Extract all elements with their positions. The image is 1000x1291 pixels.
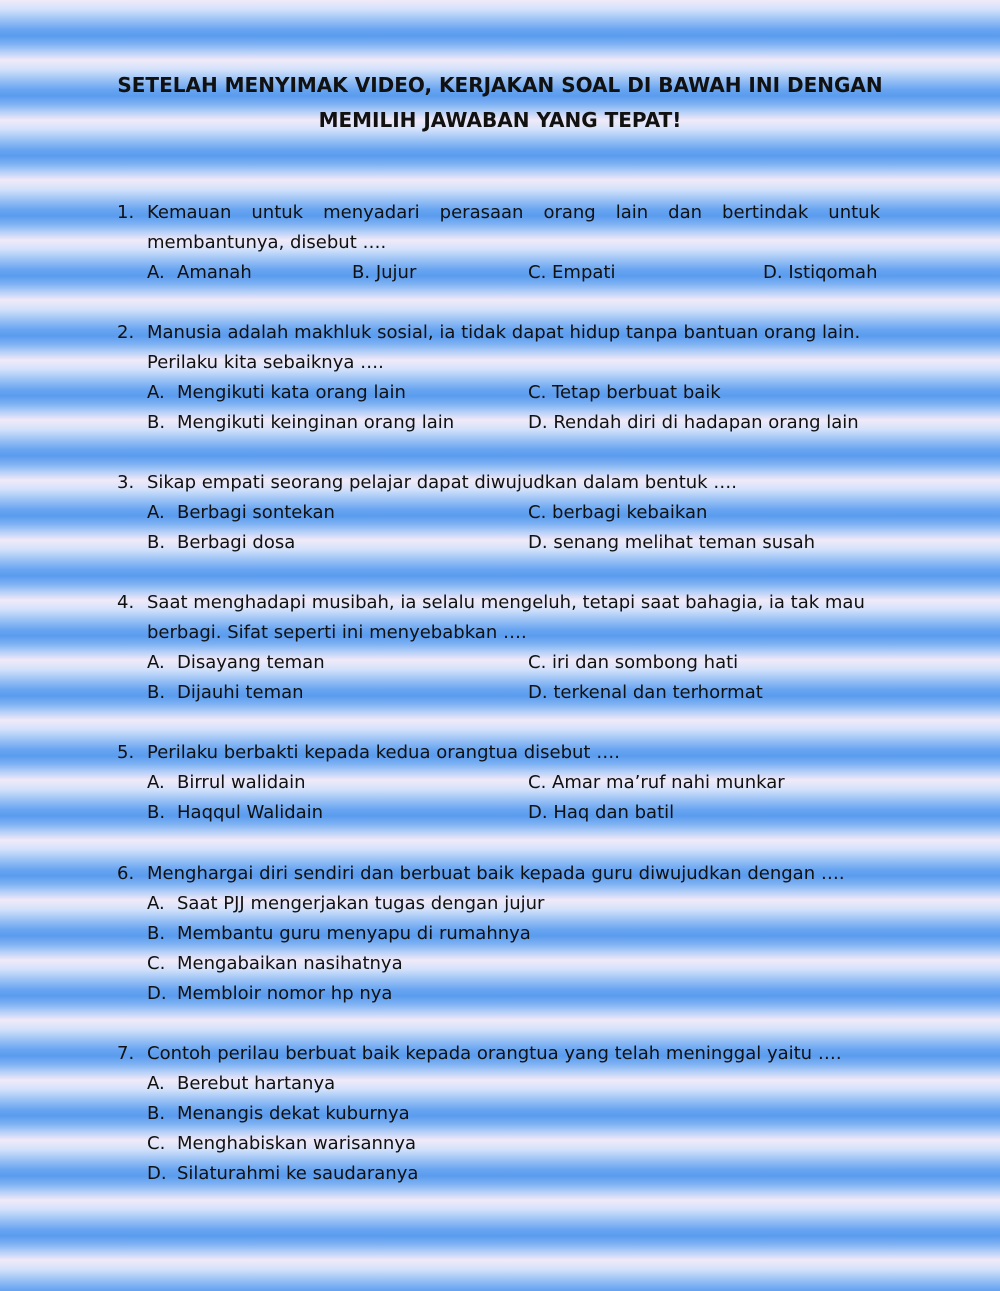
option-letter: D. (528, 532, 548, 553)
question-text (147, 738, 880, 768)
option-b[interactable] (147, 1099, 880, 1129)
options-list (117, 889, 880, 1009)
question-text (147, 198, 880, 258)
option-c[interactable] (147, 949, 880, 979)
option-a[interactable] (147, 768, 306, 798)
option-text: Berebut hartanya (177, 1073, 336, 1094)
option-d[interactable] (763, 258, 877, 288)
option-text: Istiqomah (788, 262, 878, 283)
option-letter: B. (147, 923, 166, 944)
option-b[interactable] (147, 528, 295, 558)
option-text: Haqqul Walidain (177, 802, 324, 823)
option-text: Amar ma’ruf nahi munkar (552, 772, 785, 793)
option-text: Disayang teman (177, 652, 325, 673)
options-row (147, 678, 880, 708)
option-text: Membantu guru menyapu di rumahnya (177, 923, 531, 944)
option-letter: C. (528, 382, 547, 403)
options-list (117, 1069, 880, 1189)
question-1 (117, 198, 880, 288)
option-a[interactable] (147, 889, 880, 919)
option-a[interactable] (147, 648, 325, 678)
option-text: berbagi kebaikan (552, 502, 708, 523)
option-letter: A. (147, 382, 165, 403)
option-text: Mengikuti keinginan orang lain (177, 412, 455, 433)
option-b[interactable] (352, 258, 416, 288)
options-row (147, 798, 880, 828)
question-number: 7. (117, 1043, 135, 1064)
options-row (147, 648, 880, 678)
question-number: 5. (117, 742, 135, 763)
option-d[interactable] (528, 408, 859, 438)
option-a[interactable] (147, 498, 335, 528)
option-letter: A. (147, 652, 165, 673)
question-line: Kemauan untuk menyadari perasaan orang lain dan bertindak untuk (147, 202, 880, 223)
option-text: Birrul walidain (177, 772, 306, 793)
option-b[interactable] (147, 919, 880, 949)
question-number: 4. (117, 592, 135, 613)
question-7 (117, 1039, 880, 1189)
question-number: 3. (117, 472, 135, 493)
question-3 (117, 468, 880, 558)
option-text: Tetap berbuat baik (552, 382, 721, 403)
option-c[interactable] (528, 498, 707, 528)
option-text: Rendah diri di hadapan orang lain (553, 412, 859, 433)
option-letter: B. (147, 1103, 166, 1124)
question-number: 1. (117, 202, 135, 223)
question-number: 6. (117, 863, 135, 884)
question-line: Manusia adalah makhluk sosial, ia tidak dapat hidup tanpa bantuan orang lain. (147, 322, 861, 343)
question-4 (117, 588, 880, 708)
question-line: membantunya, disebut …. (147, 232, 387, 253)
options-row (147, 498, 880, 528)
option-letter: D. (147, 1163, 167, 1184)
option-letter: C. (528, 772, 547, 793)
option-letter: A. (147, 502, 165, 523)
option-text: Empati (552, 262, 616, 283)
option-c[interactable] (528, 258, 615, 288)
options-row (147, 258, 880, 288)
option-text: Menangis dekat kuburnya (177, 1103, 410, 1124)
options-row (147, 768, 880, 798)
option-text: senang melihat teman susah (553, 532, 816, 553)
option-letter: D. (147, 983, 167, 1004)
option-letter: A. (147, 262, 165, 283)
option-letter: B. (147, 532, 166, 553)
option-c[interactable] (528, 768, 785, 798)
option-letter: C. (147, 953, 166, 974)
question-2 (117, 318, 880, 438)
option-text: Haq dan batil (553, 802, 675, 823)
question-number: 2. (117, 322, 135, 343)
option-c[interactable] (147, 1129, 880, 1159)
option-text: Amanah (177, 262, 252, 283)
option-text: Berbagi sontekan (177, 502, 335, 523)
option-letter: D. (528, 412, 548, 433)
option-text: Membloir nomor hp nya (177, 983, 393, 1004)
question-text (147, 1039, 880, 1069)
option-text: Silaturahmi ke saudaranya (177, 1163, 419, 1184)
option-d[interactable] (147, 979, 880, 1009)
question-line: Saat menghadapi musibah, ia selalu mengeluh, tetapi saat bahagia, ia tak mau (147, 592, 865, 613)
option-text: Saat PJJ mengerjakan tugas dengan jujur (177, 893, 545, 914)
question-6 (117, 859, 880, 1009)
option-text: Berbagi dosa (177, 532, 296, 553)
question-5 (117, 738, 880, 828)
option-letter: B. (147, 802, 166, 823)
option-text: iri dan sombong hati (552, 652, 739, 673)
option-c[interactable] (528, 378, 721, 408)
question-line: Contoh perilau berbuat baik kepada orangtua yang telah meninggal yaitu …. (147, 1043, 842, 1064)
option-d[interactable] (528, 528, 815, 558)
options-row (147, 408, 880, 438)
question-text (147, 318, 880, 378)
question-text (147, 588, 880, 648)
option-d[interactable] (528, 678, 763, 708)
option-letter: C. (528, 502, 547, 523)
option-text: Mengikuti kata orang lain (177, 382, 406, 403)
question-line: Sikap empati seorang pelajar dapat diwujudkan dalam bentuk …. (147, 472, 738, 493)
option-letter: C. (528, 262, 547, 283)
question-line: Menghargai diri sendiri dan berbuat baik kepada guru diwujudkan dengan …. (147, 863, 845, 884)
option-a[interactable] (147, 258, 252, 288)
option-a[interactable] (147, 1069, 880, 1099)
option-a[interactable] (147, 378, 406, 408)
option-letter: B. (147, 682, 166, 703)
option-letter: C. (528, 652, 547, 673)
option-letter: C. (147, 1133, 166, 1154)
question-text (147, 468, 880, 498)
page-title (100, 68, 900, 138)
question-line: Perilaku berbakti kepada kedua orangtua disebut …. (147, 742, 620, 763)
option-b[interactable] (147, 798, 323, 828)
option-text: Jujur (375, 262, 417, 283)
options-row (147, 378, 880, 408)
title-line-2: MEMILIH JAWABAN YANG TEPAT! (318, 108, 682, 132)
question-line: Perilaku kita sebaiknya …. (147, 352, 384, 373)
option-letter: B. (352, 262, 371, 283)
option-text: Mengabaikan nasihatnya (177, 953, 403, 974)
option-d[interactable] (147, 1159, 880, 1189)
option-b[interactable] (147, 678, 304, 708)
option-b[interactable] (147, 408, 454, 438)
option-text: Dijauhi teman (177, 682, 304, 703)
option-text: Menghabiskan warisannya (177, 1133, 417, 1154)
question-text (147, 859, 880, 889)
option-text: terkenal dan terhormat (553, 682, 763, 703)
option-letter: A. (147, 772, 165, 793)
option-letter: D. (528, 682, 548, 703)
options-row (147, 528, 880, 558)
question-line: berbagi. Sifat seperti ini menyebabkan …. (147, 622, 527, 643)
option-c[interactable] (528, 648, 738, 678)
option-letter: B. (147, 412, 166, 433)
option-letter: A. (147, 893, 165, 914)
option-d[interactable] (528, 798, 674, 828)
option-letter: D. (763, 262, 783, 283)
option-letter: D. (528, 802, 548, 823)
option-letter: A. (147, 1073, 165, 1094)
title-line-1: SETELAH MENYIMAK VIDEO, KERJAKAN SOAL DI BAWAH INI DENGAN (117, 73, 883, 97)
